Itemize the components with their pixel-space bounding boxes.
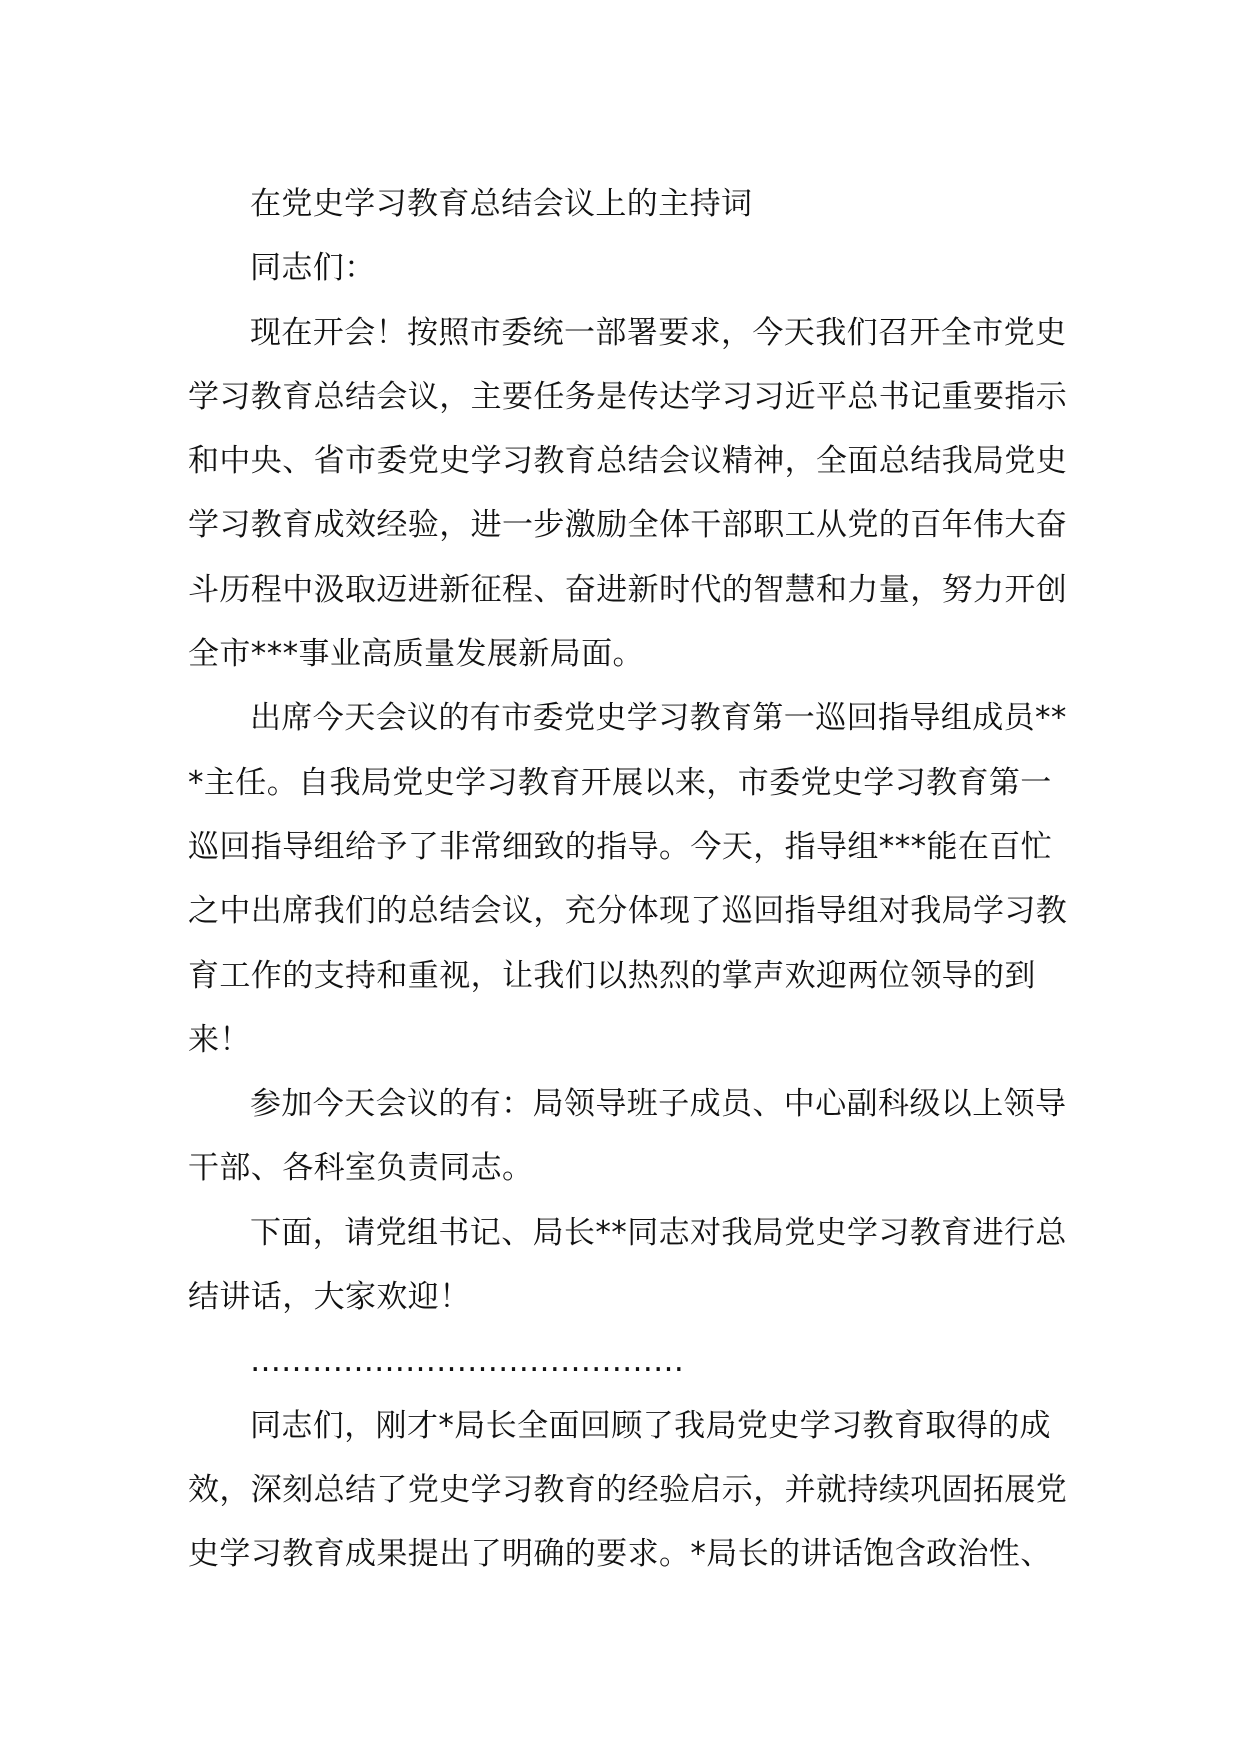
greeting-paragraph: 同志们： — [250, 250, 376, 287]
closing-paragraph: 同志们，刚才*局长全面回顾了我局党史学习教育取得的成效，深刻总结了党史学习教育的经验启示，并就持续巩固拓展党史学习教育成果提出了明确的要求。*局长的讲话饱含政治性、 — [188, 1407, 1068, 1573]
opening-paragraph: 现在开会！按照市委统一部署要求，今天我们召开全市党史学习教育总结会议，主要任务是传达学习习近平总书记重要指示和中央、省市委党史学习教育总结会议精神，全面总结我局党史学习教育成效经验，进一步激励全体干部职工从党的百年伟大奋斗历程中汲取迈进新征程、奋进新时代的智慧和力量，努力开创全市***事业高质量发展新局面。 — [188, 314, 1068, 673]
document-title: 在党史学习教育总结会议上的主持词 — [250, 186, 753, 222]
speech-invitation-paragraph: 下面，请党组书记、局长**同志对我局党史学习教育进行总结讲话，大家欢迎！ — [188, 1214, 1067, 1316]
attendees-staff-paragraph: 参加今天会议的有：局领导班子成员、中心副科级以上领导干部、各科室负责同志。 — [188, 1086, 1067, 1187]
document-body — [188, 172, 1068, 1587]
section-separator: …………………………………… — [250, 1343, 684, 1380]
attendees-guests-paragraph: 出席今天会议的有市委党史学习教育第一巡回指导组成员***主任。自我局党史学习教育开展以来，市委党史学习教育第一巡回指导组给予了非常细致的指导。今天，指导组***能在百忙之中出席我们的总结会议，充分体现了巡回指导组对我局学习教育工作的支持和重视，让我们以热烈的掌声欢迎两位领导的到来！ — [188, 700, 1068, 1058]
